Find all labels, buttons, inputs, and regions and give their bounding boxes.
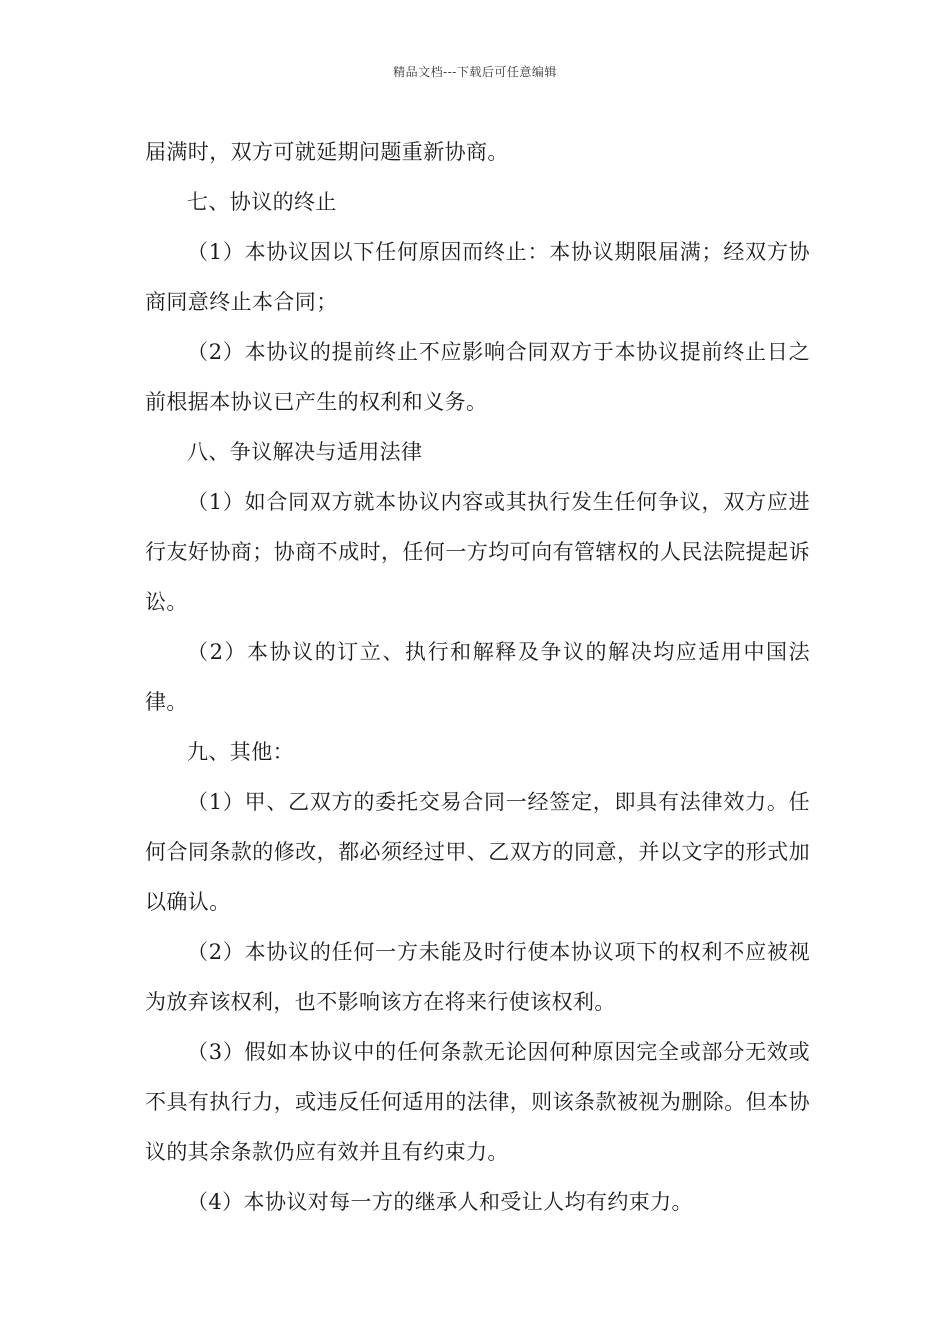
page-header-watermark: 精品文档---下载后可任意编辑	[393, 65, 557, 79]
clause-other-1: （1）甲、乙双方的委托交易合同一经签定，即具有法律效力。任何合同条款的修改，都必须经过甲、乙双方的同意，并以文字的形式加以确认。	[145, 790, 810, 914]
clause-termination-2: （2）本协议的提前终止不应影响合同双方于本协议提前终止日之前根据本协议已产生的权利和义务。	[145, 340, 810, 414]
section-heading-other: 九、其他：	[187, 740, 294, 764]
clause-dispute-2: （2）本协议的订立、执行和解释及争议的解决均应适用中国法律。	[145, 640, 810, 714]
document-body	[145, 127, 810, 1227]
section-heading-dispute: 八、争议解决与适用法律	[187, 440, 423, 464]
section-heading-termination: 七、协议的终止	[187, 190, 337, 214]
clause-termination-1: （1）本协议因以下任何原因而终止：本协议期限届满；经双方协商同意终止本合同；	[145, 240, 810, 314]
clause-dispute-1: （1）如合同双方就本协议内容或其执行发生任何争议，双方应进行友好协商；协商不成时，任何一方均可向有管辖权的人民法院提起诉讼。	[145, 490, 810, 614]
clause-other-2: （2）本协议的任何一方未能及时行使本协议项下的权利不应被视为放弃该权利，也不影响该方在将来行使该权利。	[145, 940, 810, 1014]
clause-other-3: （3）假如本协议中的任何条款无论因何种原因完全或部分无效或不具有执行力，或违反任何适用的法律，则该条款被视为删除。但本协议的其余条款仍应有效并且有约束力。	[145, 1040, 810, 1164]
clause-other-4: （4）本协议对每一方的继承人和受让人均有约束力。	[187, 1190, 693, 1214]
paragraph-continuation: 届满时，双方可就延期问题重新协商。	[145, 140, 509, 164]
